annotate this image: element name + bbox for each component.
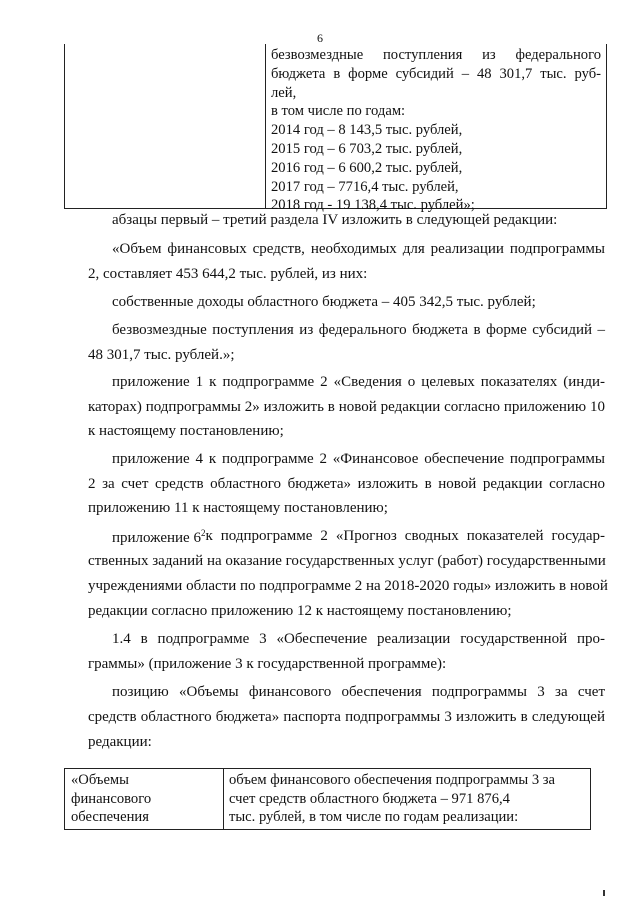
paragraph-line: безвозмездные поступления из федерального бюджета в форме субсидий –: [112, 322, 605, 338]
table-line: обеспечения: [71, 809, 149, 826]
table-line: в том числе по годам:: [271, 103, 406, 120]
superscript: 2: [200, 528, 206, 538]
appendix-ref: [112, 528, 205, 547]
paragraph-line: 1.4 в подпрограмме 3 «Обеспечение реализации государственной про-: [112, 631, 605, 647]
table-divider: [265, 44, 266, 208]
paragraph-line: к настоящему постановлению;: [88, 423, 284, 439]
paragraph-line: приложению 11 к настоящему постановлению;: [88, 500, 388, 516]
appendix-label: приложение 6: [112, 530, 201, 546]
paragraph-line: средств областного бюджета» паспорта подпрограммы 3 изложить в следующей: [88, 709, 605, 725]
paragraph-line: каторах) подпрограммы 2» изложить в новой редакции согласно приложению 10: [88, 399, 605, 415]
page-number: 6: [317, 31, 323, 45]
paragraph-line: редакции согласно приложению 12 к настоящему постановлению;: [88, 603, 512, 619]
paragraph-line: 48 301,7 тыс. рублей.»;: [88, 347, 235, 363]
table-line: безвозмездные поступления из федерального: [271, 47, 601, 63]
table-line: 2015 год – 6 703,2 тыс. рублей,: [271, 140, 463, 157]
table-cell-funding: [271, 46, 601, 215]
paragraph-line: 2, составляет 453 644,2 тыс. рублей, из них:: [88, 266, 368, 282]
paragraph-line: граммы» (приложение 3 к государственной программе):: [88, 656, 447, 672]
bottom-table: [64, 768, 591, 830]
table-line: 2017 год – 7716,4 тыс. рублей,: [271, 178, 459, 195]
scan-mark: [603, 890, 605, 896]
table-line: 2018 год - 19 138,4 тыс. рублей»;: [271, 197, 475, 214]
appendix-text: к подпрограмме 2 «Прогноз сводных показателей государ-: [205, 528, 605, 544]
paragraph-line: ственных заданий на оказание государственных услуг (работ) государственными: [88, 553, 606, 569]
paragraph-line: учреждениями области по подпрограмме 2 на 2018-2020 годы» изложить в новой: [88, 578, 608, 594]
table-line: финансового: [71, 790, 152, 807]
table-cell-label: [71, 771, 151, 827]
table-divider: [223, 769, 224, 829]
table-line: 2014 год – 8 143,5 тыс. рублей,: [271, 122, 463, 139]
paragraph-line: редакции:: [88, 734, 152, 750]
table-line: бюджета в форме субсидий – 48 301,7 тыс. руб-: [271, 65, 601, 82]
paragraph-line: приложение 4 к подпрограмме 2 «Финансовое обеспечение подпрограммы: [112, 451, 605, 467]
table-line: 2016 год – 6 600,2 тыс. рублей,: [271, 159, 463, 176]
table-line: объем финансового обеспечения подпрограммы 3 за: [229, 772, 556, 788]
paragraph-line: приложение 1 к подпрограмме 2 «Сведения о целевых показателях (инди-: [112, 374, 605, 390]
table-cell-value: [229, 771, 585, 827]
top-table: [64, 44, 607, 214]
table-line: лей,: [271, 84, 297, 101]
paragraph-line: абзацы первый – третий раздела IV изложить в следующей редакции:: [112, 212, 558, 228]
paragraph-line: «Объем финансовых средств, необходимых для реализации подпрограммы: [112, 241, 605, 257]
paragraph-line: [112, 528, 605, 547]
table-line: «Объемы: [71, 772, 129, 788]
paragraph-line: 2 за счет средств областного бюджета» изложить в новой редакции согласно: [88, 476, 605, 492]
table-line: тыс. рублей, в том числе по годам реализации:: [229, 809, 519, 826]
table-line: счет средств областного бюджета – 971 876,4: [229, 790, 510, 807]
paragraph-line: собственные доходы областного бюджета – 405 342,5 тыс. рублей;: [112, 294, 536, 310]
paragraph-line: позицию «Объемы финансового обеспечения подпрограммы 3 за счет: [112, 684, 605, 700]
